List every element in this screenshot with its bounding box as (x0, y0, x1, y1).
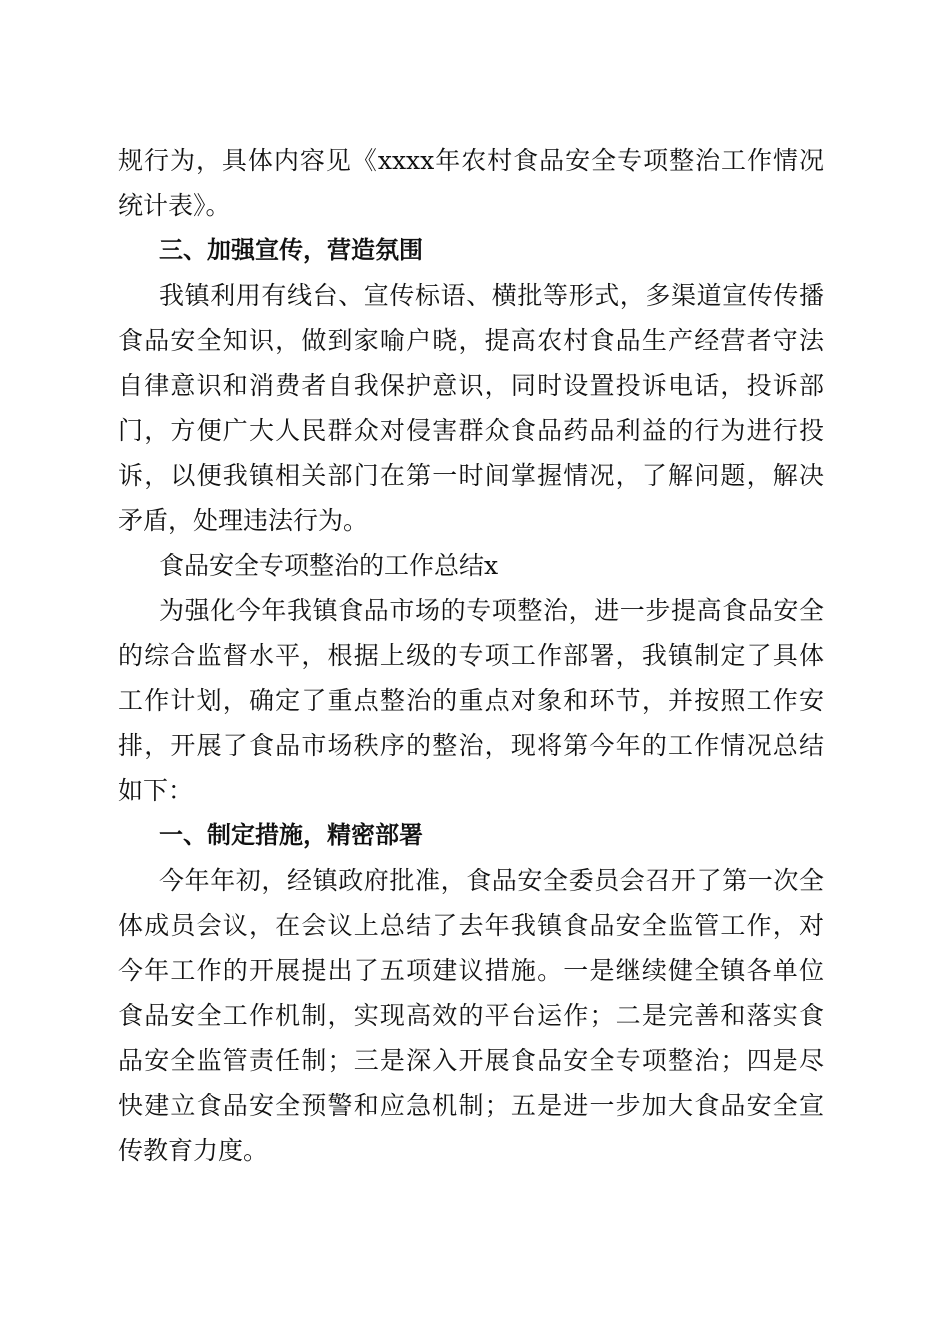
text-line: 我镇利用有线台、宣传标语、横批等形式，多渠道宣传传播 (159, 281, 824, 310)
text-line: 今年工作的开展提出了五项建议措施。一是继续健全镇各单位 (118, 956, 824, 985)
text-line: 自律意识和消费者自我保护意识，同时设置投诉电话，投诉部 (118, 371, 824, 400)
text-line: 排，开展了食品市场秩序的整治，现将第今年的工作情况总结 (118, 731, 824, 760)
text-line: 矛盾，处理违法行为。 (118, 506, 369, 535)
text-line: 统计表》。 (118, 191, 231, 220)
continued-paragraph (118, 138, 824, 228)
text-line: 诉，以便我镇相关部门在第一时间掌握情况，了解问题，解决 (118, 461, 824, 490)
text-line: 快建立食品安全预警和应急机制；五是进一步加大食品安全宣 (118, 1091, 824, 1120)
publicity-paragraph (118, 273, 824, 543)
document-page (118, 138, 824, 1173)
text-line: 食品安全工作机制，实现高效的平台运作；二是完善和落实食 (118, 1001, 824, 1030)
intro-paragraph (118, 588, 824, 813)
text-line: 食品安全知识，做到家喻户晓，提高农村食品生产经营者守法 (118, 326, 824, 355)
text-line: 为强化今年我镇食品市场的专项整治，进一步提高食品安全 (159, 596, 824, 625)
text-line: 规行为，具体内容见《xxxx年农村食品安全专项整治工作情况 (118, 146, 824, 175)
measures-paragraph (118, 858, 824, 1173)
text-line: 工作计划，确定了重点整治的重点对象和环节，并按照工作安 (118, 686, 824, 715)
text-line: 门，方便广大人民群众对侵害群众食品药品利益的行为进行投 (118, 416, 824, 445)
text-line: 如下： (118, 776, 194, 805)
section-heading-measures: 一、制定措施，精密部署 (159, 821, 423, 849)
text-line: 体成员会议，在会议上总结了去年我镇食品安全监管工作，对 (118, 911, 824, 940)
text-line: 传教育力度。 (118, 1136, 269, 1165)
text-line: 今年年初，经镇政府批准，食品安全委员会召开了第一次全 (159, 866, 824, 895)
text-line: 的综合监督水平，根据上级的专项工作部署，我镇制定了具体 (118, 641, 824, 670)
text-line: 品安全监管责任制；三是深入开展食品安全专项整治；四是尽 (118, 1046, 824, 1075)
section-heading-publicity: 三、加强宣传，营造氛围 (159, 236, 423, 264)
document-title: 食品安全专项整治的工作总结x (159, 551, 499, 580)
